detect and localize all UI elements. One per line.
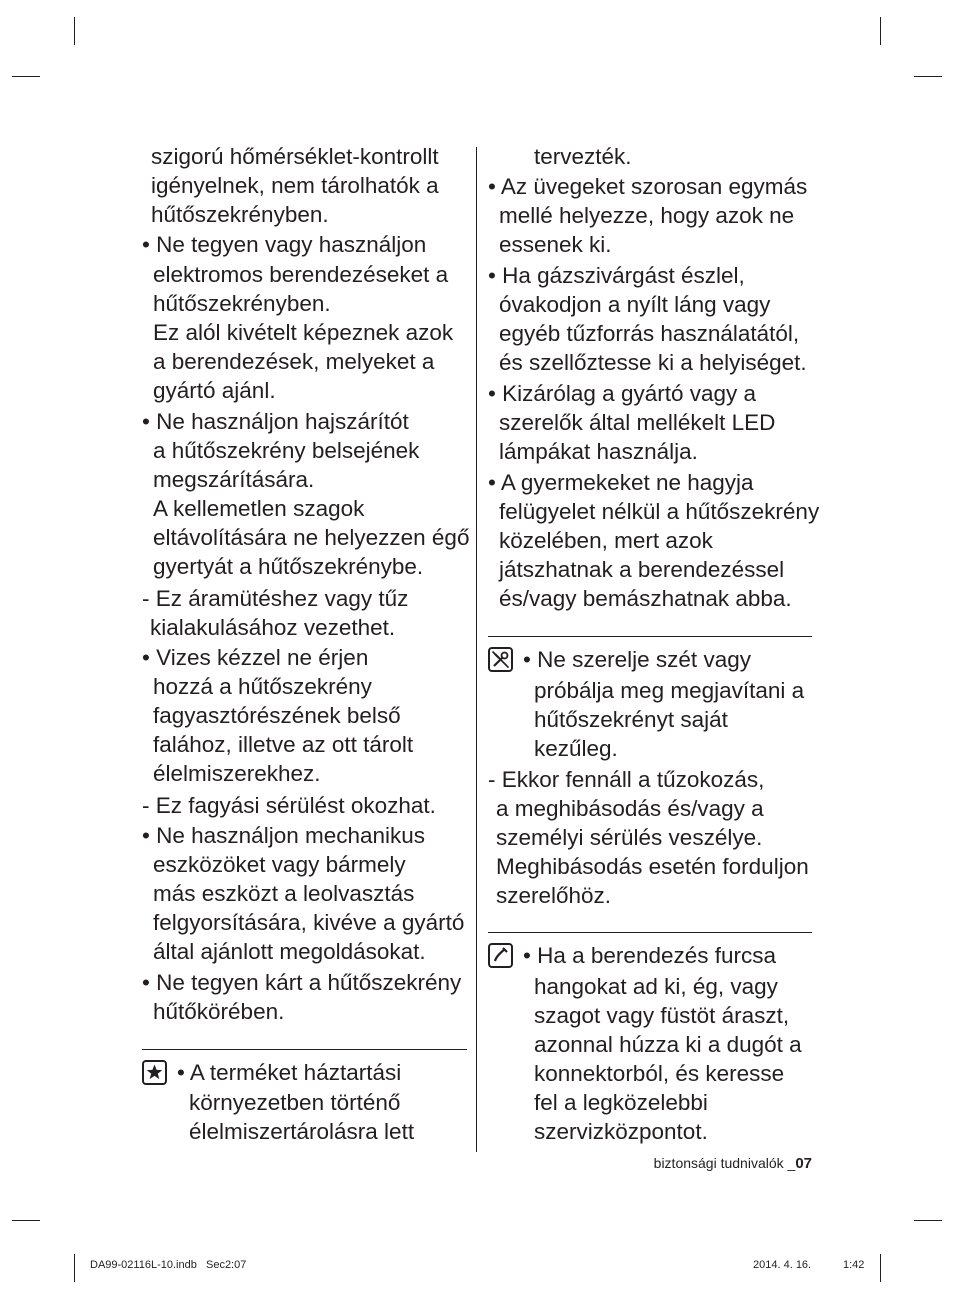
dash-line: - Ez fagyási sérülést okozhat. <box>142 793 436 818</box>
text-line: próbálja meg megjavítani a <box>534 678 805 703</box>
text-line: elektromos berendezéseket a <box>153 262 449 287</box>
dash-line: - Ez áramütéshez vagy tűz <box>142 586 409 611</box>
right-column <box>488 142 818 622</box>
text-line: megszárítására. <box>153 467 315 492</box>
text-line: eltávolítására ne helyezzen égő <box>153 525 470 550</box>
text-line: kialakulásához vezethet. <box>150 615 396 640</box>
text-line: más eszközt a leolvasztás <box>153 881 415 906</box>
bullet-line: • Ne tegyen vagy használjon <box>142 232 427 257</box>
text-line: gyertyát a hűtőszekrénybe. <box>153 554 424 579</box>
text-line: azonnal húzza ki a dugót a <box>534 1032 802 1057</box>
text-line: Meghibásodás esetén forduljon <box>496 854 809 879</box>
crop-mark-bottom-left-vertical <box>74 1254 75 1282</box>
bullet-line: • Ne használjon hajszárítót <box>142 409 409 434</box>
crop-mark-bottom-right-horizontal <box>914 1220 942 1221</box>
text-line: kezűleg. <box>534 736 618 761</box>
text-line: konnektorból, és keresse <box>534 1061 785 1086</box>
warning-divider-unplug <box>488 932 812 933</box>
text-line: és szellőztesse ki a helyiséget. <box>499 350 807 375</box>
text-line: szagot vagy füstöt áraszt, <box>534 1003 790 1028</box>
text-line: igényelnek, nem tárolhatók a <box>151 173 439 198</box>
left-column <box>142 142 470 1042</box>
column-divider <box>476 147 477 1152</box>
text-line: környezetben történő <box>189 1090 401 1115</box>
text-line: a meghibásodás és/vagy a <box>496 796 764 821</box>
warning-divider-disassembly <box>488 636 812 637</box>
text-line: és/vagy bemászhatnak abba. <box>499 586 792 611</box>
bullet-line: • Ne használjon mechanikus <box>142 823 426 848</box>
unplug-warning-text <box>488 941 818 1151</box>
text-line: Ez alól kivételt képeznek azok <box>153 320 454 345</box>
text-line: felügyelet nélkül a hűtőszekrény <box>499 499 820 524</box>
disassembly-warning-text <box>488 645 818 915</box>
bullet-line: • Ha a berendezés furcsa <box>523 943 777 968</box>
text-line: lámpákat használja. <box>499 439 698 464</box>
bullet-line: • Kizárólag a gyártó vagy a <box>488 381 757 406</box>
text-line: hangokat ad ki, ég, vagy <box>534 974 778 999</box>
bullet-line: • Ha gázszivárgást észlel, <box>488 263 745 288</box>
text-line: mellé helyezze, hogy azok ne <box>499 203 795 228</box>
text-line: szerelők által mellékelt LED <box>499 410 776 435</box>
text-line: felgyorsítására, kivéve a gyártó <box>153 910 465 935</box>
bullet-line: • Ne szerelje szét vagy <box>523 647 751 672</box>
text-line: óvakodjon a nyílt láng vagy <box>499 292 771 317</box>
crop-mark-top-left-vertical <box>74 17 75 45</box>
text-line: fel a legközelebbi <box>534 1090 708 1115</box>
text-line: essenek ki. <box>499 232 612 257</box>
text-line: egyéb tűzforrás használatától, <box>499 321 800 346</box>
text-line: szigorú hőmérséklet-kontrollt <box>151 144 439 169</box>
note-divider-left <box>142 1049 467 1050</box>
text-line: hozzá a hűtőszekrény <box>153 674 372 699</box>
text-line: gyártó ajánl. <box>153 378 276 403</box>
text-line: szerelőhöz. <box>496 883 612 908</box>
text-line: a hűtőszekrény belsejének <box>153 438 420 463</box>
section-name: biztonsági tudnivalók _ <box>653 1155 796 1171</box>
text-line: élelmiszertárolásra lett <box>189 1119 415 1144</box>
text-line: eszközöket vagy bármely <box>153 852 406 877</box>
bullet-line: • Az üvegeket szorosan egymás <box>488 174 808 199</box>
bullet-line: • Ne tegyen kárt a hűtőszekrény <box>142 970 462 995</box>
text-line: személyi sérülés veszélye. <box>496 825 763 850</box>
print-slug-time: 1:42 <box>843 1259 865 1271</box>
star-note-text <box>142 1058 467 1153</box>
bullet-line: • A gyermekeket ne hagyja <box>488 470 754 495</box>
text-line: hűtőszekrényt saját <box>534 707 728 732</box>
crop-mark-top-right-vertical <box>880 17 881 45</box>
crop-mark-top-left-horizontal <box>12 76 40 77</box>
text-line: a berendezések, melyeket a <box>153 349 435 374</box>
crop-mark-bottom-right-vertical <box>880 1254 881 1282</box>
bullet-line: • Vizes kézzel ne érjen <box>142 645 369 670</box>
text-line: falához, illetve az ott tárolt <box>153 732 414 757</box>
dash-line: - Ekkor fennáll a tűzokozás, <box>488 767 765 792</box>
text-line: hűtőszekrényben. <box>151 202 329 227</box>
text-line: hűtőszekrényben. <box>153 291 331 316</box>
text-line: hűtőkörében. <box>153 999 285 1024</box>
print-slug-date: 2014. 4. 16. <box>753 1259 812 1271</box>
print-slug-file: DA99-02116L-10.indb Sec2:07 <box>90 1259 247 1271</box>
text-line: közelében, mert azok <box>499 528 713 553</box>
text-line: által ajánlott megoldásokat. <box>153 939 426 964</box>
bullet-line: • A terméket háztartási <box>177 1060 402 1085</box>
text-line: A kellemetlen szagok <box>153 496 365 521</box>
text-line: szervizközpontot. <box>534 1119 708 1144</box>
text-line: élelmiszerekhez. <box>153 761 321 786</box>
page-footer <box>654 1155 812 1172</box>
page-number: 07 <box>795 1155 812 1172</box>
crop-mark-top-right-horizontal <box>914 76 942 77</box>
text-line: fagyasztórészének belső <box>153 703 401 728</box>
crop-mark-bottom-left-horizontal <box>12 1220 40 1221</box>
text-line: játszhatnak a berendezéssel <box>499 557 785 582</box>
text-line: tervezték. <box>534 144 632 169</box>
